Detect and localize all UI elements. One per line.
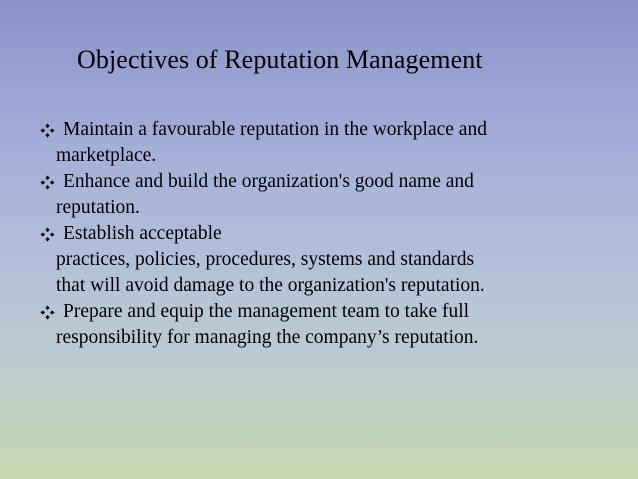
bullet-line: Maintain a favourable reputation in the workplace and	[63, 119, 487, 140]
bullet-line: marketplace.	[56, 145, 157, 166]
bullet-line: that will avoid damage to the organization's reputation.	[56, 275, 485, 296]
bullet-line: Establish acceptable	[63, 223, 222, 244]
bullet-item-4	[40, 299, 630, 351]
diamond-bullet-icon	[40, 117, 58, 143]
bullet-line: practices, policies, procedures, systems and standards	[56, 249, 475, 270]
diamond-bullet-icon	[40, 299, 58, 325]
bullet-text	[58, 169, 630, 221]
bullet-line: Enhance and build the organization's good name and	[63, 171, 474, 192]
bullet-item-3	[40, 221, 630, 299]
slide-title: Objectives of Reputation Management	[77, 45, 483, 74]
bullet-item-1	[40, 117, 630, 169]
bullet-text	[58, 117, 630, 169]
bullet-item-2	[40, 169, 630, 221]
bullet-line: Prepare and equip the management team to take full	[63, 301, 470, 322]
bullet-text	[58, 299, 630, 351]
diamond-bullet-icon	[40, 169, 58, 195]
bullet-line: responsibility for managing the company’s reputation.	[56, 327, 479, 348]
bullet-line: reputation.	[56, 197, 140, 218]
bullet-text	[58, 221, 630, 299]
bullet-list	[40, 117, 630, 351]
diamond-bullet-icon	[40, 221, 58, 247]
